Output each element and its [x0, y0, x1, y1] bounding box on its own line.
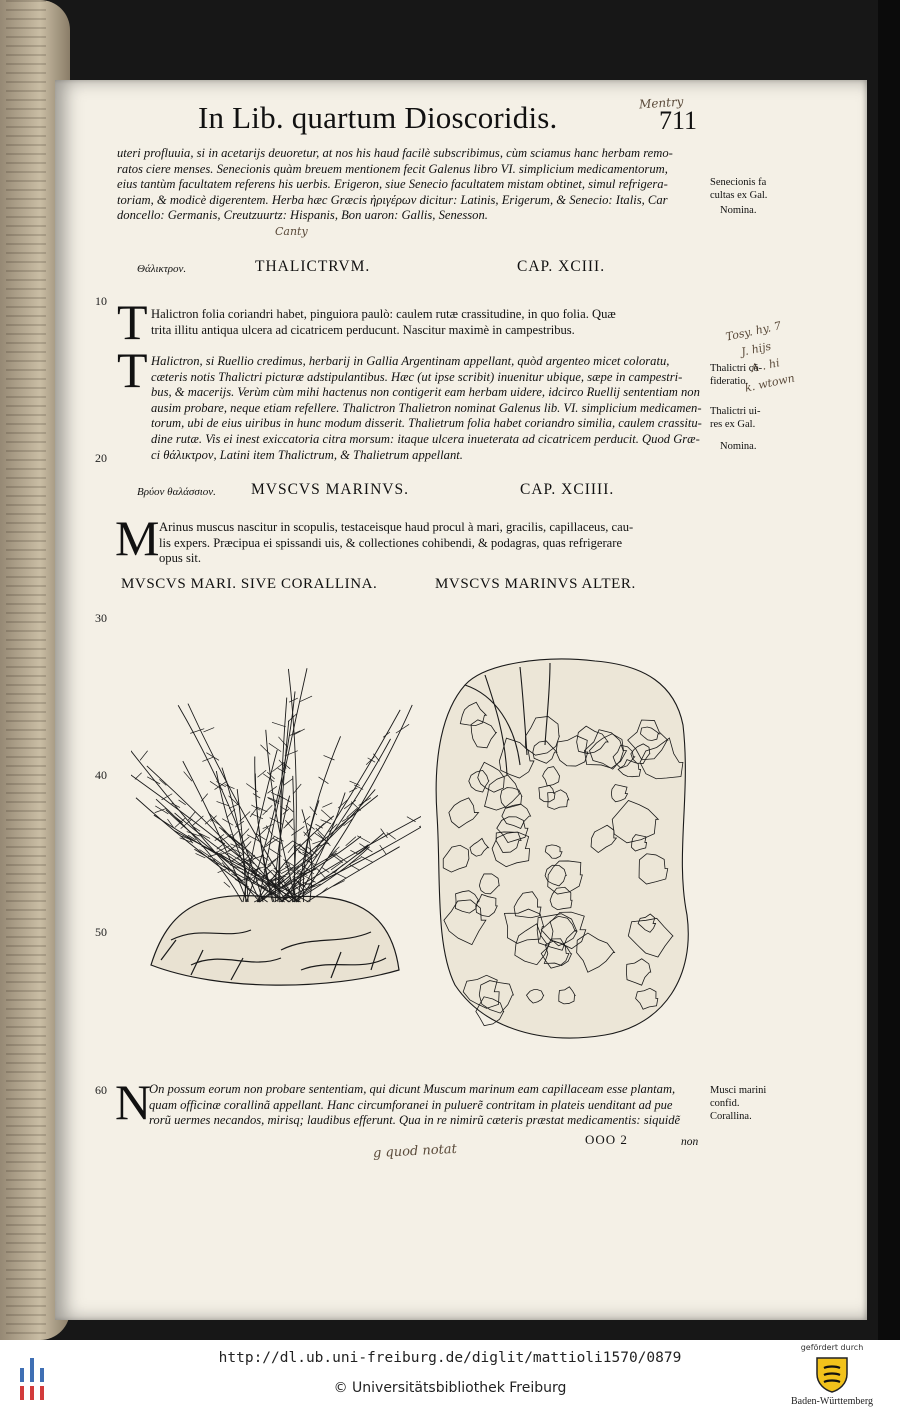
margin-note-senecio: Senecionis fa cultas ex Gal.: [710, 177, 768, 201]
chapter-title: THALICTRVM.: [255, 258, 371, 275]
catchword: non: [681, 1136, 699, 1148]
text-line: lis expers. Præcipua ei spissandi uis, & collectiones cohibendi, & podagras, quas refrigerare: [159, 535, 623, 550]
commentary-paragraph: [149, 1082, 707, 1129]
chapter-text: [151, 307, 707, 338]
viewer-footer: [0, 1340, 900, 1414]
line-number: 20: [95, 451, 107, 465]
text-line: rorũ uermes necandos, mirisq; laudibus efferunt. Qua in re nimirũ cæteris præstat medicamentis: siquidẽ: [149, 1113, 681, 1128]
chapter-commentary: [151, 354, 707, 463]
drop-capital: T: [117, 294, 148, 350]
chapter-greek-name: Βρύον θαλάσσιον.: [137, 486, 216, 498]
text-line: uteri profluuia, si in acetarijs deuoretur, at nos his haud facilè subscribimus, cùm sciamus hanc herbam remo-: [117, 146, 673, 160]
text-line: ausim probare, neque etiam refellere. Thalictron Thalietron nominat Galenus lib. VI. simplicium medicamen-: [151, 400, 702, 415]
text-line: doncello: Germanis, Creutzuurtz: Hispanis, Bon uaron: Gallis, Senesson.: [117, 208, 488, 223]
text-line: ratos ciere menses. Senecionis quàm breuem mentionem fecit Galenus libro VI. simplicium medicamentorum,: [117, 161, 668, 176]
line-number: 60: [95, 1083, 107, 1097]
figure-caption-left: MVSCVS MARI. SIVE CORALLINA.: [121, 576, 378, 592]
book-page: [55, 80, 867, 1320]
text-line: bus, & macerijs. Verùm cùm mihi hactenus non contigerit eam herbam uidere, idcirco Ruellij sententiam non: [151, 385, 700, 400]
woodcut-muscus-alter: [425, 655, 693, 1045]
woodcut-corallina: [131, 640, 421, 1000]
document-url-link[interactable]: http://dl.ub.uni-freiburg.de/diglit/mattioli1570/0879: [218, 1350, 682, 1366]
drop-capital: M: [115, 510, 160, 566]
drop-capital: T: [117, 342, 148, 398]
handwritten-note-top: Mentry: [638, 94, 684, 112]
handwritten-note-bottom: g quod notat: [372, 1141, 458, 1162]
text-line: On possum eorum non probare sententiam, qui dicunt Muscum marinum eam capillaceam esse plantam,: [149, 1082, 676, 1096]
drop-capital: N: [115, 1074, 152, 1130]
margin-note-nomina: Nomina.: [720, 205, 757, 216]
line-number: 10: [95, 294, 107, 308]
margin-note-nomina: Nomina.: [720, 441, 757, 452]
text-line: ci θάλικτρον, Latini item Thalictrum, & Thalietrum appellant.: [151, 447, 463, 462]
copyright-notice: © Universitätsbibliothek Freiburg: [333, 1380, 567, 1396]
funder-label: Baden-Württemberg: [790, 1396, 873, 1407]
funded-by-label: gefördert durch: [800, 1343, 864, 1352]
figure-caption-right: MVSCVS MARINVS ALTER.: [435, 576, 636, 592]
page-number: 711: [659, 106, 698, 135]
handwritten-note-canty: Canty: [275, 225, 308, 238]
chapter-number: CAP. XCIIII.: [520, 481, 615, 498]
text-line: Halictron, si Ruellio credimus, herbarij in Gallia Argentinam appellant, quòd argenteo micet coloratu,: [151, 354, 670, 368]
margin-note-thalictri-uires: Thalictri ui- res ex Gal.: [710, 406, 761, 430]
text-line: Halictron folia coriandri habet, pinguiora paulò: caulem rutæ crassitudine, in quo folia. Quæ: [151, 307, 616, 321]
baden-wuerttemberg-crest-icon: [813, 1354, 851, 1394]
signature-mark: OOO 2: [585, 1132, 628, 1147]
text-line: eius tantùm facultatem referens his uerbis. Erigeron, siue Senecio facultatem mistam obtinet, simul refrigera-: [117, 177, 668, 192]
text-line: torum, ubi de eius uiribus in hunc modum disserit. Thalietrum folia habet coriandro similia, caulem crassitu-: [151, 416, 702, 431]
line-number: 30: [95, 611, 107, 625]
text-line: trita illitu antiqua ulcera ad cicatricem perducunt. Nascitur maximè in campestribus.: [151, 322, 575, 337]
text-line: cæteris notis Thalictri picturæ adstipulantibus. Hæc (ut ipse scribit) inuenitur ubique, sæpe in campestri-: [151, 369, 683, 384]
running-head: In Lib. quartum Dioscoridis.: [198, 100, 558, 135]
margin-note-musci: Musci marini confid. Corallina.: [710, 1085, 767, 1122]
chapter-title: MVSCVS MARINVS.: [251, 481, 409, 498]
text-line: quam officinæ corallinã appellant. Hanc circumforanei in puluerẽ contritam in plateis uenditant ad pue: [149, 1097, 673, 1112]
chapter-greek-name: Θάλικτρον.: [137, 263, 187, 275]
text-line: opus sit.: [159, 551, 201, 566]
chapter-number: CAP. XCIII.: [517, 258, 606, 275]
chapter-text: [159, 520, 707, 567]
text-line: Arinus muscus nascitur in scopulis, testaceisque haud procul à mari, gracilis, capillaceus, cau-: [159, 520, 634, 534]
line-number: 50: [95, 925, 107, 939]
text-line: dine rutæ. Vis ei inest exiccatoria citra morsum: itaque ulcera inueterata ad cicatricem perducit. Quod Græ-: [151, 431, 700, 446]
text-line: toriam, & modicè digerentem. Herba hæc Græcis ἠριγέρων dicitur: Latinis, Erigerum, & Senecio: Italis, Car: [117, 192, 668, 207]
line-number: 40: [95, 768, 107, 782]
book-edge-shadow: [878, 0, 900, 1340]
margin-note-thalictri-consideratio: Thalictri cõ- fideratio.: [710, 363, 763, 387]
handwritten-marginal-note: Tosy. hy. 7 J. hijs A . hi k. wtown: [724, 319, 796, 395]
intro-paragraph: [117, 146, 707, 224]
